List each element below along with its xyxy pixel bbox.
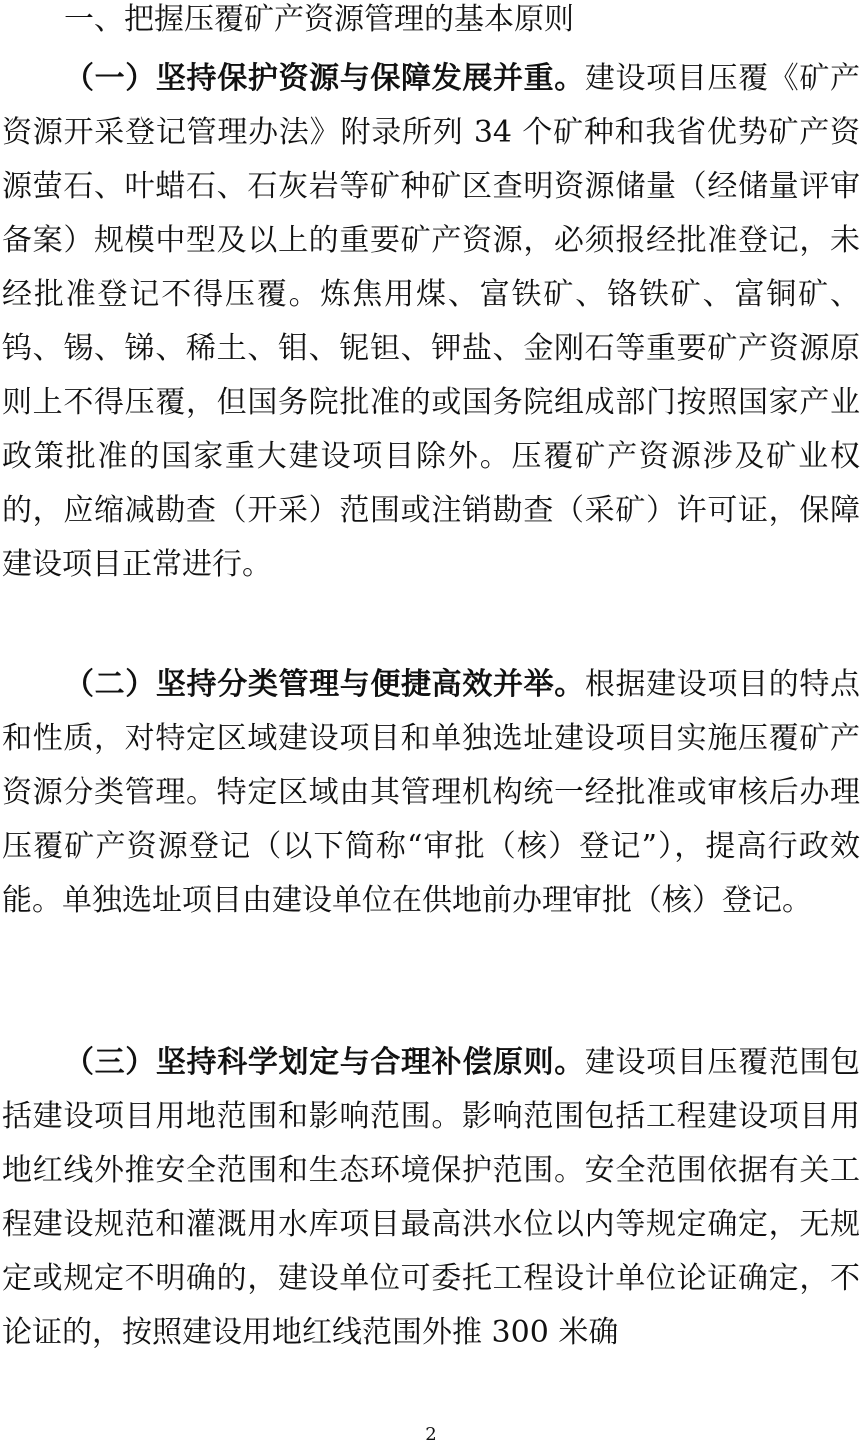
paragraph-1-lead: （一）坚持保护资源与保障发展并重。 xyxy=(64,61,585,96)
section-heading: 一、把握压覆矿产资源管理的基本原则 xyxy=(64,2,574,37)
paragraph-2-body: 根据建设项目的特点和性质，对特定区域建设项目和单独选址建设项目实施压覆矿产资源分类管理。特定区域由其管理机构统一经批准或审核后办理压覆矿产资源登记（以下简称“审批（核）登记”），提高行政效能。单独选址项目由建设单位在供地前办理审批（核）登记。 xyxy=(2,667,861,918)
paragraph-1 xyxy=(2,52,860,592)
page-number: 2 xyxy=(425,1424,437,1445)
paragraph-3 xyxy=(2,1036,860,1360)
paragraph-3-body: 建设项目压覆范围包括建设项目用地范围和影响范围。影响范围包括工程建设项目用地红线外推安全范围和生态环境保护范围。安全范围依据有关工程建设规范和灌溉用水库项目最高洪水位以内等规定确定，无规定或规定不明确的，建设单位可委托工程设计单位论证确定，不论证的，按照建设用地红线范围外推 300 米确 xyxy=(2,1045,861,1350)
paragraph-2-lead: （二）坚持分类管理与便捷高效并举。 xyxy=(64,667,585,702)
paragraph-1-body: 建设项目压覆《矿产资源开采登记管理办法》附录所列 34 个矿种和我省优势矿产资源萤石、叶蜡石、石灰岩等矿种矿区查明资源储量（经储量评审备案）规模中型及以上的重要矿产资源，必须报经批准登记，未经批准登记不得压覆。炼焦用煤、富铁矿、铬铁矿、富铜矿、钨、锡、锑、稀土、钼、铌钽、钾盐、金刚石等重要矿产资源原则上不得压覆，但国务院批准的或国务院组成部门按照国家产业政策批准的国家重大建设项目除外。压覆矿产资源涉及矿业权的，应缩减勘查（开采）范围或注销勘查（采矿）许可证，保障建设项目正常进行。 xyxy=(2,61,861,582)
paragraph-2 xyxy=(2,658,860,928)
paragraph-3-lead: （三）坚持科学划定与合理补偿原则。 xyxy=(64,1045,585,1080)
